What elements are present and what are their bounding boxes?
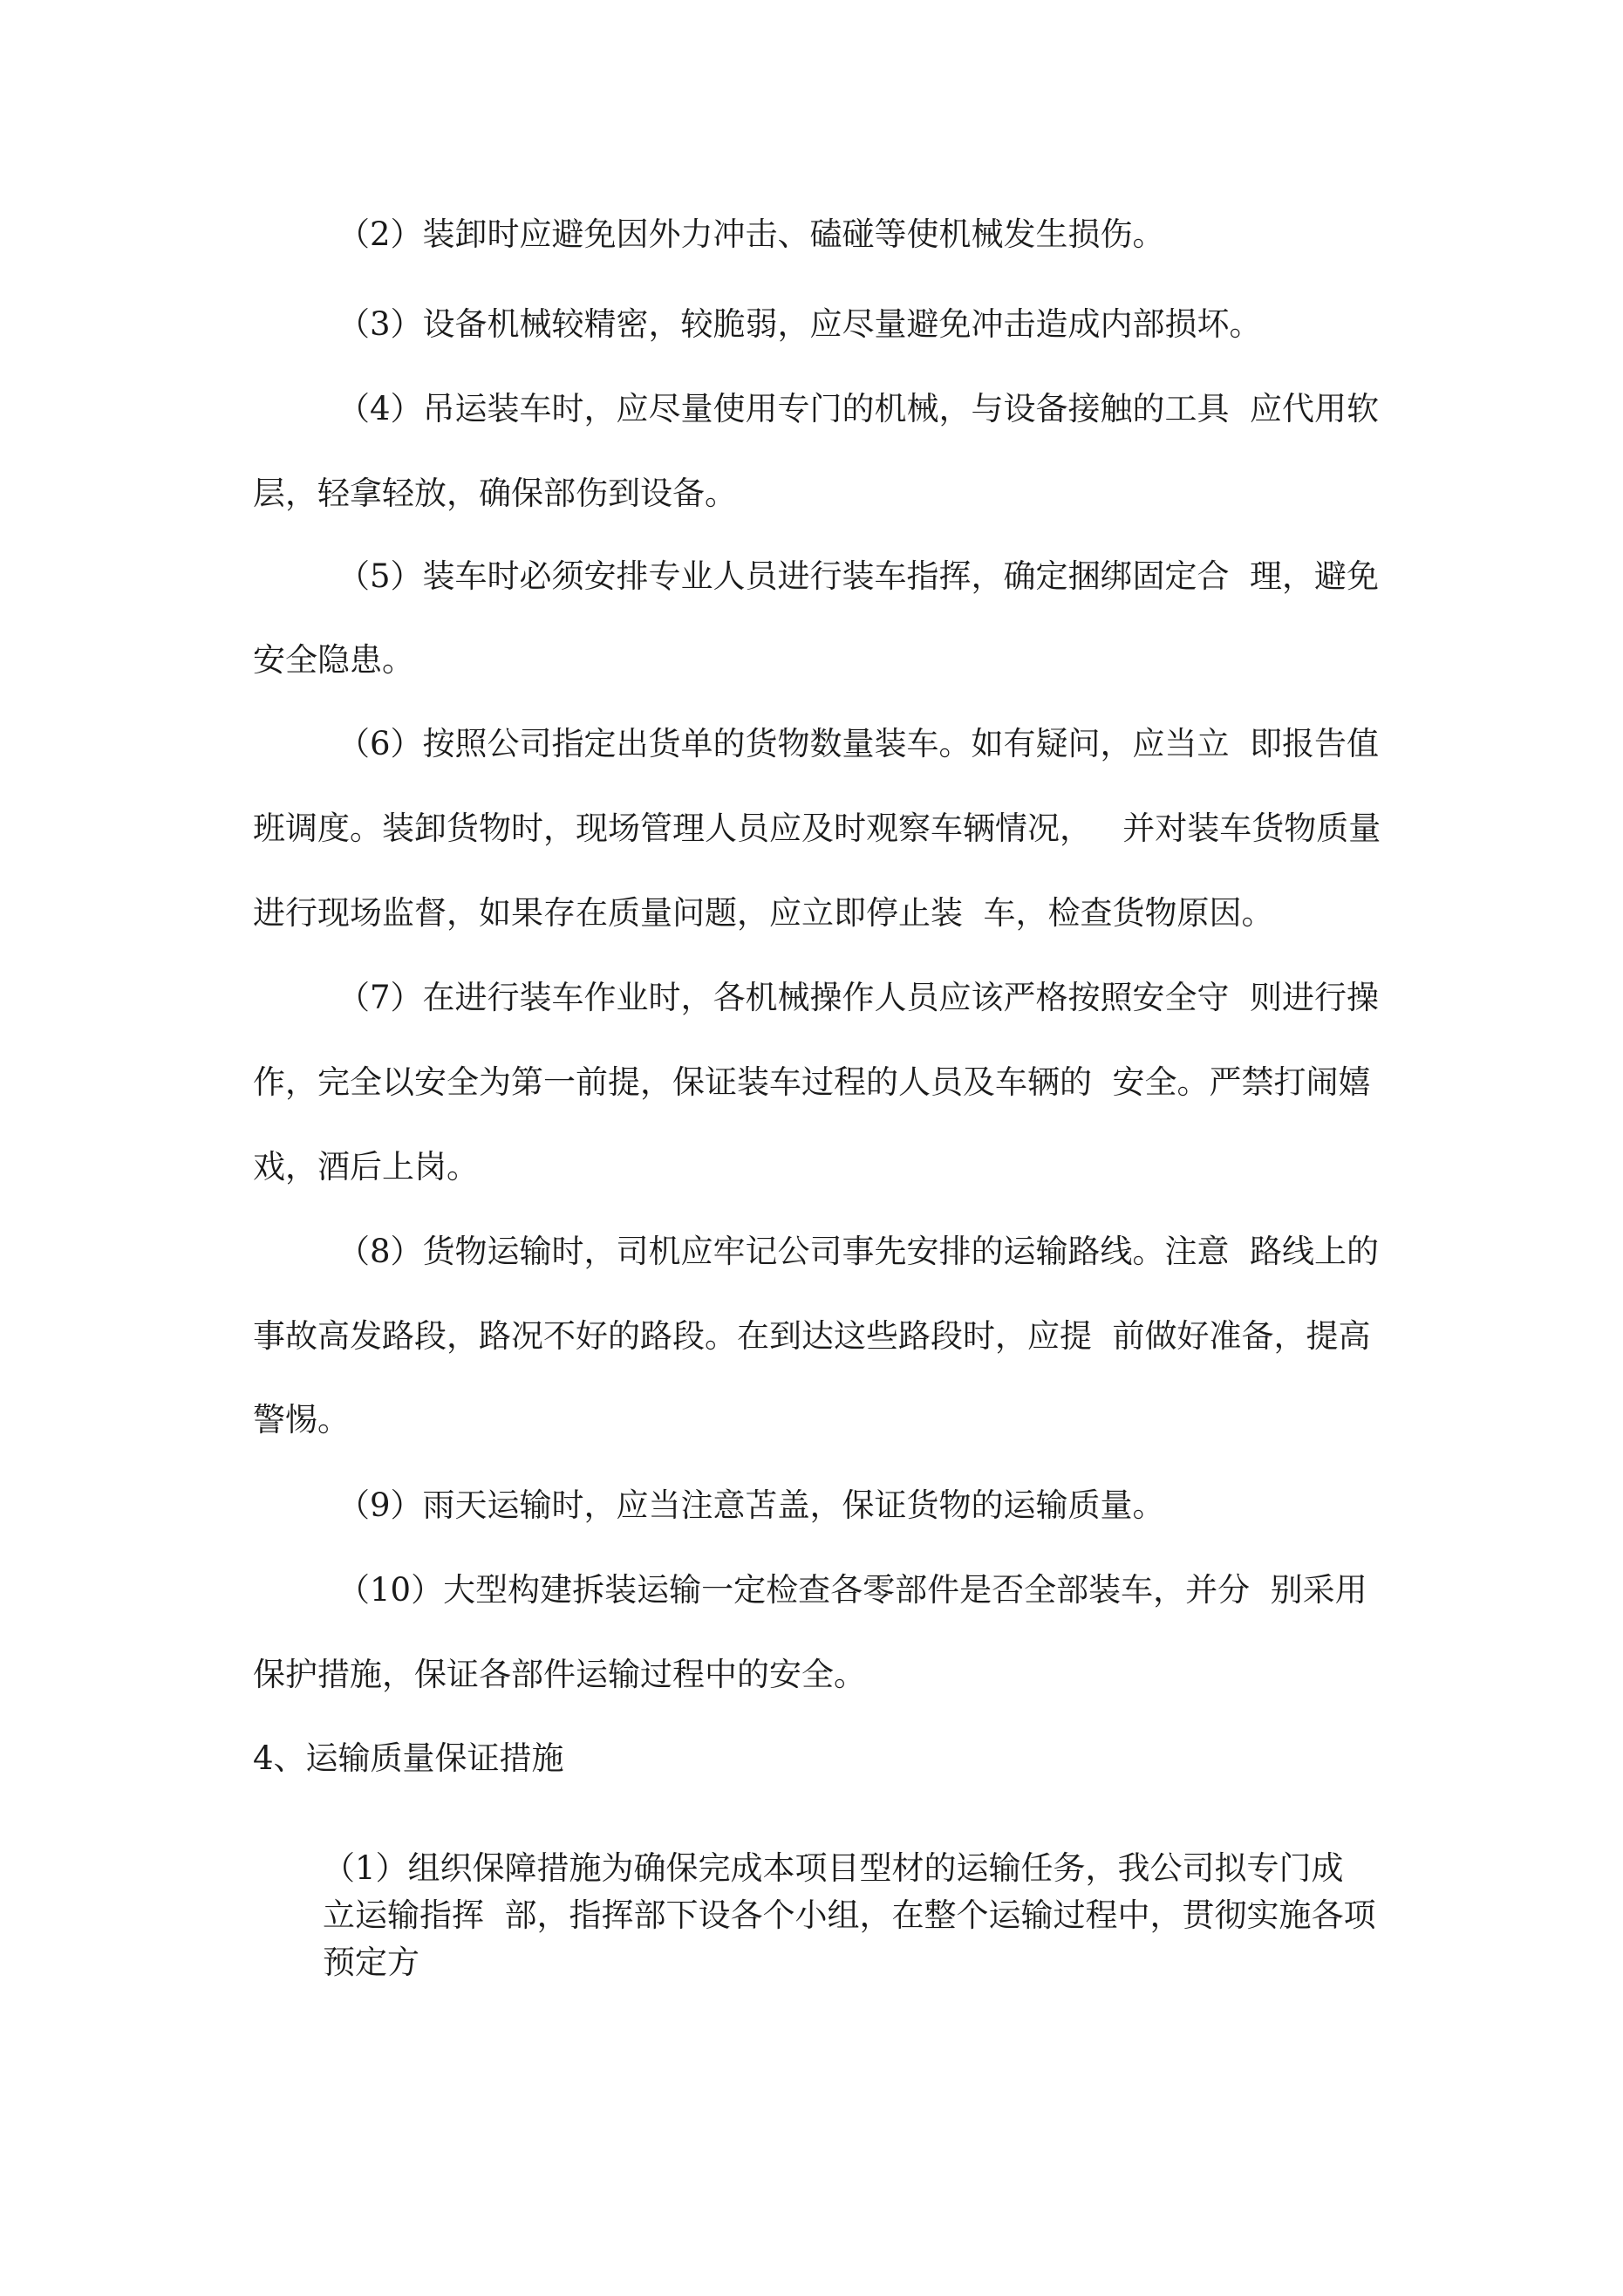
paragraph-10-line-1: （10）大型构建拆装运输一定检查各零部件是否全部装车，并分 别采用 — [338, 1571, 1367, 1609]
paragraph-6-line-3: 进行现场监督，如果存在质量问题，应立即停止装 车，检查货物原因。 — [253, 894, 1274, 932]
paragraph-4-line-1: （4）吊运装车时，应尽量使用专门的机械，与设备接触的工具 应代用软 — [338, 390, 1380, 427]
paragraph-10-line-2: 保护措施，保证各部件运输过程中的安全。 — [253, 1656, 866, 1693]
paragraph-5-line-1: （5）装车时必须安排专业人员进行装车指挥，确定捆绑固定合 理，避免 — [338, 557, 1380, 595]
paragraph-3-line-1: （3）设备机械较精密，较脆弱，应尽量避免冲击造成内部损坏。 — [338, 305, 1262, 343]
paragraph-7-line-2: 作，完全以安全为第一前提，保证装车过程的人员及车辆的 安全。严禁打闹嬉 — [253, 1063, 1371, 1101]
subsection-1-line-1: （1）组织保障措施为确保完成本项目型材的运输任务，我公司拟专门成 — [323, 1849, 1344, 1887]
paragraph-2-line-1: （2）装卸时应避免因外力冲击、磕碰等使机械发生损伤。 — [338, 215, 1165, 253]
subsection-1-line-3: 预定方 — [323, 1944, 419, 1981]
subsection-1-line-2: 立运输指挥 部，指挥部下设各个小组，在整个运输过程中，贯彻实施各项 — [323, 1896, 1376, 1934]
paragraph-6-line-2: 班调度。装卸货物时，现场管理人员应及时观察车辆情况， 并对装车货物质量 — [253, 810, 1381, 847]
paragraph-5-line-2: 安全隐患。 — [253, 641, 414, 679]
section-heading: 4、运输质量保证措施 — [253, 1739, 564, 1777]
paragraph-7-line-3: 戏，酒后上岗。 — [253, 1148, 479, 1186]
paragraph-8-line-2: 事故高发路段，路况不好的路段。在到达这些路段时，应提 前做好准备，提高 — [253, 1317, 1371, 1355]
paragraph-9-line-1: （9）雨天运输时，应当注意苫盖，保证货物的运输质量。 — [338, 1486, 1165, 1524]
paragraph-4-line-2: 层，轻拿轻放，确保部伤到设备。 — [253, 475, 737, 512]
paragraph-7-line-1: （7）在进行装车作业时，各机械操作人员应该严格按照安全守 则进行操 — [338, 979, 1380, 1016]
paragraph-8-line-1: （8）货物运输时，司机应牢记公司事先安排的运输路线。注意 路线上的 — [338, 1233, 1380, 1270]
paragraph-8-line-3: 警惕。 — [253, 1401, 350, 1438]
paragraph-6-line-1: （6）按照公司指定出货单的货物数量装车。如有疑问，应当立 即报告值 — [338, 725, 1380, 762]
